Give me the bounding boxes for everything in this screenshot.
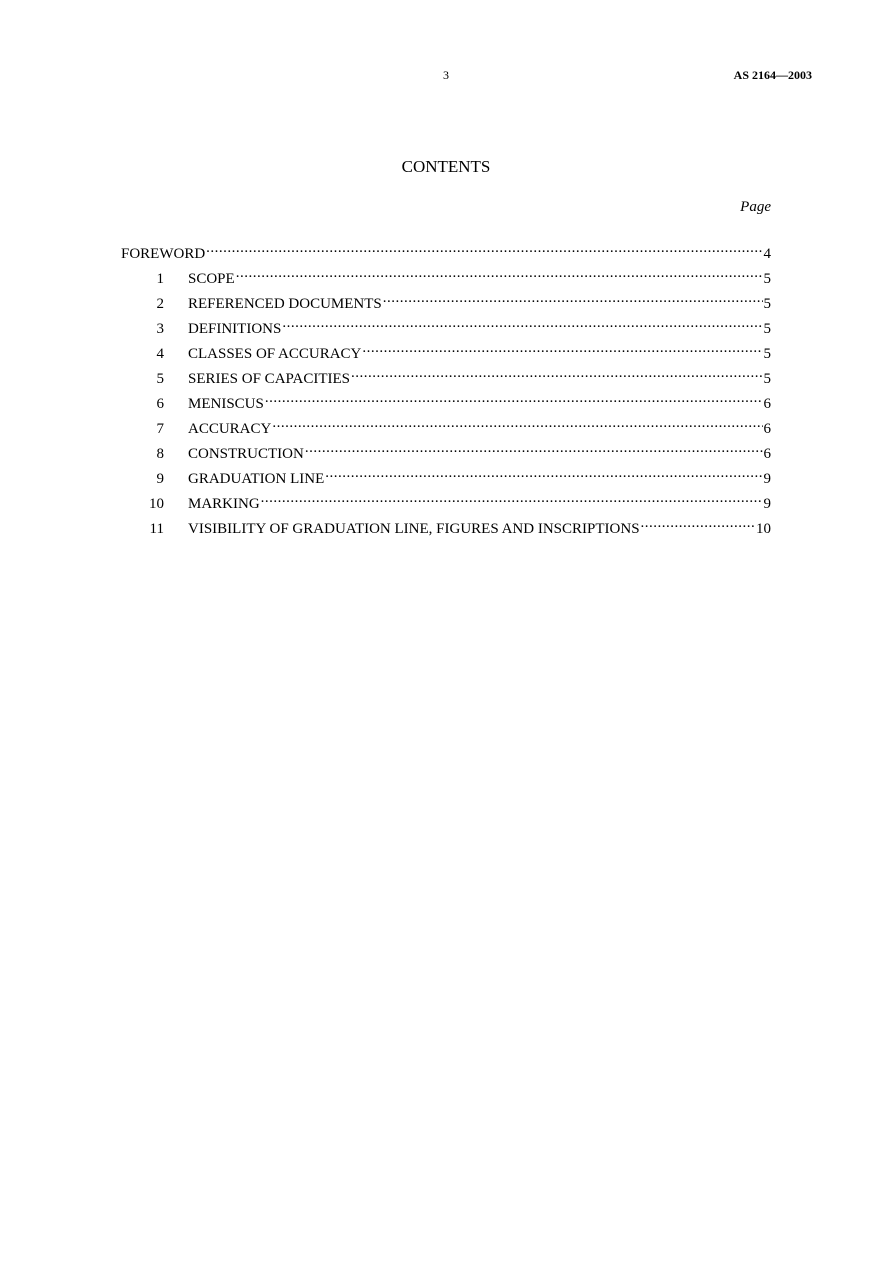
toc-dot-leader: [206, 238, 762, 258]
toc-entry-title: SERIES OF CAPACITIES: [188, 371, 350, 387]
toc-entry-number: 11: [149, 521, 164, 537]
toc-entry-number: 7: [156, 421, 164, 437]
toc-entry-page: 5: [763, 371, 771, 387]
toc-dot-leader: [282, 313, 762, 333]
toc-dot-leader: [325, 463, 762, 483]
toc-entry-page: 9: [763, 471, 771, 487]
toc-entry[interactable]: [121, 488, 771, 513]
toc-entry[interactable]: [121, 288, 771, 313]
toc-entry[interactable]: [121, 438, 771, 463]
page-number: 3: [443, 68, 449, 82]
toc-entry-title: MENISCUS: [188, 396, 264, 412]
toc-dot-leader: [383, 288, 763, 308]
toc-entry-title: DEFINITIONS: [188, 321, 282, 337]
toc-entry-page: 6: [763, 396, 771, 412]
toc-entry-page: 6: [763, 446, 771, 462]
toc-entry-title: REFERENCED DOCUMENTS: [188, 296, 382, 312]
toc-entry-title: SCOPE: [188, 271, 235, 287]
toc-entry-page: 5: [763, 346, 771, 362]
toc-entry-foreword[interactable]: [121, 238, 771, 263]
toc-dot-leader: [265, 388, 763, 408]
toc-dot-leader: [236, 263, 763, 283]
toc-entry[interactable]: [121, 463, 771, 488]
toc-entry-title: CONSTRUCTION: [188, 446, 304, 462]
toc-dot-leader: [272, 413, 762, 433]
toc-entry-page: 10: [756, 521, 771, 537]
toc-entry[interactable]: [121, 363, 771, 388]
toc-entry-number: 2: [156, 296, 164, 312]
toc-entry[interactable]: [121, 413, 771, 438]
toc-dot-leader: [261, 488, 763, 508]
page-column-label: Page: [740, 199, 771, 215]
toc-entry-title: VISIBILITY OF GRADUATION LINE, FIGURES AND INSCRIPTIONS: [188, 521, 640, 537]
toc-entry-title: CLASSES OF ACCURACY: [188, 346, 362, 362]
toc-entry-title: GRADUATION LINE: [188, 471, 325, 487]
toc-entry-page: 5: [763, 296, 771, 312]
toc-entry-title: FOREWORD: [121, 246, 206, 262]
toc-entry-number: 10: [149, 496, 164, 512]
contents-title: CONTENTS: [401, 157, 491, 176]
toc-entry-number: 9: [156, 471, 164, 487]
table-of-contents: [121, 238, 771, 538]
toc-entry[interactable]: [121, 338, 771, 363]
toc-entry-page: 9: [763, 496, 771, 512]
toc-entry-number: 4: [156, 346, 164, 362]
toc-entry-number: 8: [156, 446, 164, 462]
toc-entry-number: 1: [156, 271, 164, 287]
toc-entry[interactable]: [121, 388, 771, 413]
toc-dot-leader: [305, 438, 763, 458]
toc-entry-title: ACCURACY: [188, 421, 272, 437]
toc-entry-title: MARKING: [188, 496, 260, 512]
document-code: AS 2164—2003: [733, 68, 812, 82]
toc-entry-page: 6: [763, 421, 771, 437]
toc-dot-leader: [351, 363, 763, 383]
toc-dot-leader: [641, 513, 755, 533]
toc-entry-number: 5: [156, 371, 164, 387]
toc-entry-number: 6: [156, 396, 164, 412]
toc-entry-page: 4: [763, 246, 771, 262]
toc-dot-leader: [362, 338, 762, 358]
toc-entry[interactable]: [121, 313, 771, 338]
toc-entry-page: 5: [763, 271, 771, 287]
toc-entry-page: 5: [763, 321, 771, 337]
toc-entry-number: 3: [156, 321, 164, 337]
toc-entry[interactable]: [121, 513, 771, 538]
toc-entry[interactable]: [121, 263, 771, 288]
